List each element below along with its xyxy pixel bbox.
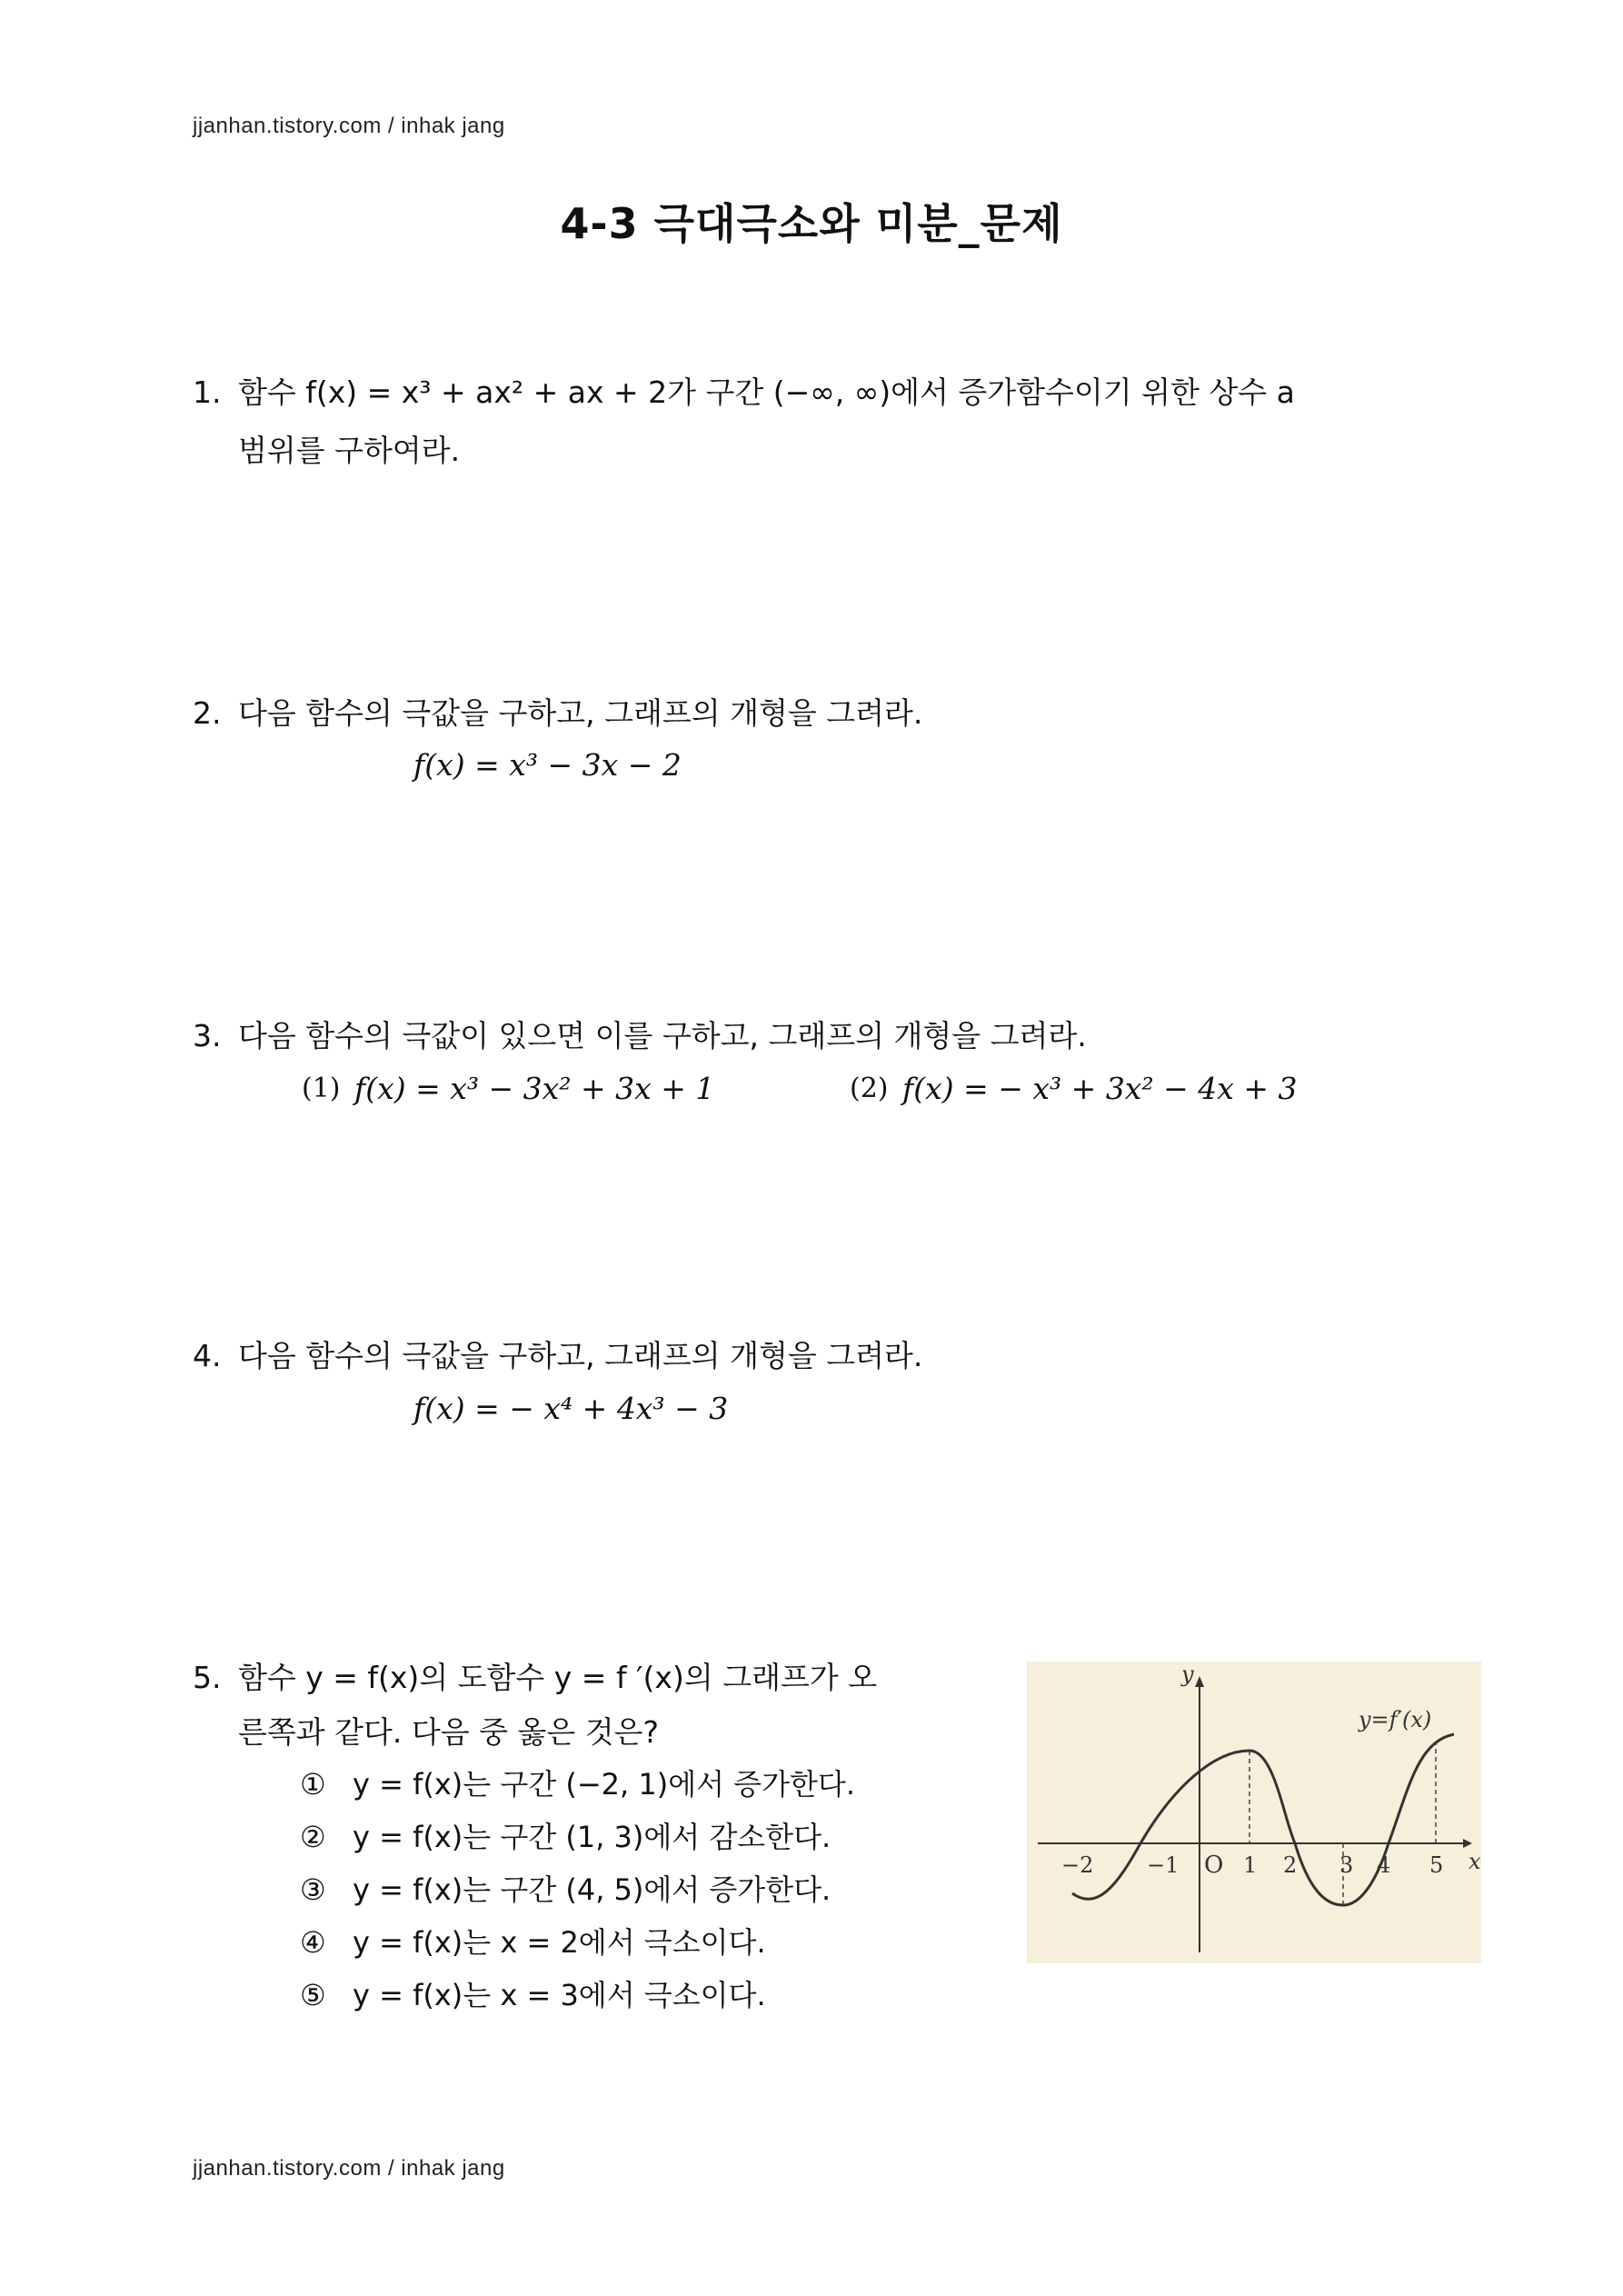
answer-option-2 <box>300 1814 831 1856</box>
question-5 <box>193 1651 877 1705</box>
question-1-continuation: 범위를 구하여라. <box>238 433 461 468</box>
option-text: y = f(x)는 구간 (1, 3)에서 감소한다. <box>353 1820 831 1854</box>
option-marker: ① <box>300 1767 326 1802</box>
question-5-continuation: 른쪽과 같다. 다음 중 옳은 것은? <box>238 1714 659 1750</box>
option-text: y = f(x)는 구간 (4, 5)에서 증가한다. <box>353 1872 831 1907</box>
question-number: 5. <box>193 1660 222 1695</box>
answer-option-5 <box>300 1972 766 2014</box>
tick-label-4: 4 <box>1377 1852 1391 1878</box>
answer-option-3 <box>300 1867 831 1909</box>
question-number: 4. <box>193 1338 222 1373</box>
question-1 <box>193 365 1295 420</box>
question-text: 함수 f(x) = x³ + ax² + ax + 2가 구간 (−∞, ∞)에서 증가함수이기 위한 상수 a <box>238 374 1295 410</box>
sub-question-1-label: (1) <box>302 1073 341 1104</box>
derivative-graph <box>1027 1662 1481 1963</box>
x-axis-label: x <box>1469 1849 1481 1874</box>
question-number: 1. <box>193 374 222 410</box>
question-text: 다음 함수의 극값이 있으면 이를 구하고, 그래프의 개형을 그려라. <box>238 1018 1087 1053</box>
option-text: y = f(x)는 x = 3에서 극소이다. <box>353 1978 766 2012</box>
option-text: y = f(x)는 x = 2에서 극소이다. <box>353 1925 766 1960</box>
answer-option-1 <box>300 1762 855 1803</box>
origin-label: O <box>1204 1852 1224 1879</box>
question-2 <box>193 686 922 741</box>
tick-label-1: 1 <box>1243 1852 1258 1878</box>
question-text: 다음 함수의 극값을 구하고, 그래프의 개형을 그려라. <box>238 695 923 731</box>
question-3 <box>193 1009 1087 1063</box>
curve-label: y=f′(x) <box>1359 1707 1432 1732</box>
x-axis-arrow <box>1463 1839 1472 1848</box>
y-axis-arrow <box>1195 1676 1204 1687</box>
question-4-formula: f(x) = − x⁴ + 4x³ − 3 <box>413 1391 729 1426</box>
tick-label-3: 3 <box>1339 1852 1354 1878</box>
question-2-formula: f(x) = x³ − 3x − 2 <box>413 747 682 783</box>
question-number: 2. <box>193 695 222 731</box>
page-footer: jjanhan.tistory.com / inhak jang <box>193 2156 505 2181</box>
tick-label-neg2: −2 <box>1061 1852 1094 1878</box>
answer-option-4 <box>300 1920 766 1962</box>
question-4 <box>193 1329 922 1383</box>
question-text: 다음 함수의 극값을 구하고, 그래프의 개형을 그려라. <box>238 1338 923 1373</box>
sub-question-1-formula: f(x) = x³ − 3x² + 3x + 1 <box>354 1071 715 1106</box>
tick-label-2: 2 <box>1283 1852 1298 1878</box>
option-marker: ② <box>300 1820 326 1854</box>
sub-question-2-label: (2) <box>850 1073 889 1104</box>
y-axis-label: y <box>1181 1662 1194 1687</box>
page-header: jjanhan.tistory.com / inhak jang <box>193 114 505 138</box>
option-text: y = f(x)는 구간 (−2, 1)에서 증가한다. <box>353 1767 856 1802</box>
tick-label-neg1: −1 <box>1147 1852 1180 1878</box>
derivative-curve <box>1072 1734 1454 1905</box>
tick-label-5: 5 <box>1429 1852 1444 1878</box>
page-title: 4-3 극대극소와 미분_문제 <box>560 199 1063 248</box>
sub-question-2-formula: f(x) = − x³ + 3x² − 4x + 3 <box>902 1071 1298 1106</box>
option-marker: ③ <box>300 1872 326 1907</box>
question-number: 3. <box>193 1018 222 1053</box>
option-marker: ⑤ <box>300 1978 326 2012</box>
option-marker: ④ <box>300 1925 326 1960</box>
question-text: 함수 y = f(x)의 도함수 y = f ′(x)의 그래프가 오 <box>238 1660 878 1695</box>
derivative-graph-figure <box>1027 1662 1481 1963</box>
